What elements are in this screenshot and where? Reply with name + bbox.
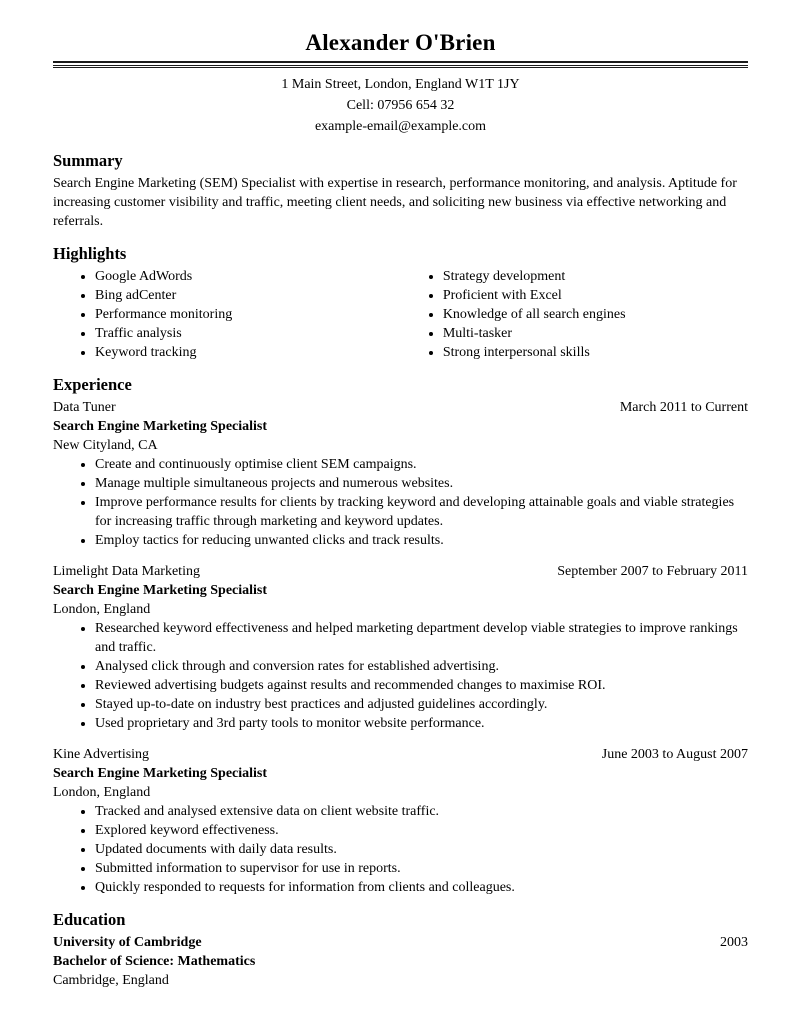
experience-section <box>53 375 748 897</box>
experience-heading: Experience <box>53 375 132 394</box>
job-header-line <box>53 562 748 581</box>
highlight-item: • Multi-tasker <box>443 324 748 343</box>
highlight-item: • Strategy development <box>443 267 748 286</box>
job-location: London, England <box>53 785 151 800</box>
job-title: Search Engine Marketing Specialist <box>53 419 268 434</box>
job-bullet: • Researched keyword effectiveness and helped marketing department develop viable strategies to improve rankings and traffic. <box>95 619 748 657</box>
contact-cell: Cell: 07956 654 32 <box>346 98 455 113</box>
job-bullet: • Stayed up-to-date on industry best practices and adjusted guidelines accordingly. <box>95 695 748 714</box>
highlight-item: • Bing adCenter <box>95 286 425 305</box>
job-entry <box>53 398 748 550</box>
education-institution: University of Cambridge <box>53 935 202 950</box>
education-section <box>53 910 748 990</box>
summary-text: Search Engine Marketing (SEM) Specialist with expertise in research, performance monitoring, and analysis. Aptitude for increasing customer visibility and traffic, meeting client needs, and soliciting new business via effective networking and referrals. <box>53 176 737 229</box>
job-bullet: • Explored keyword effectiveness. <box>95 821 748 840</box>
job-bullet: • Updated documents with daily data results. <box>95 840 748 859</box>
education-year: 2003 <box>720 935 748 950</box>
highlight-item: • Traffic analysis <box>95 324 425 343</box>
job-location: London, England <box>53 602 151 617</box>
job-dates: September 2007 to February 2011 <box>557 564 748 579</box>
highlight-item: • Keyword tracking <box>95 343 425 362</box>
education-heading: Education <box>53 910 126 929</box>
highlights-section <box>53 244 748 362</box>
job-entry <box>53 745 748 897</box>
job-bullet: • Quickly responded to requests for information from clients and colleagues. <box>95 878 748 897</box>
job-title: Search Engine Marketing Specialist <box>53 583 268 598</box>
job-bullet: • Create and continuously optimise client SEM campaigns. <box>95 455 748 474</box>
summary-heading: Summary <box>53 151 123 170</box>
summary-section <box>53 151 748 231</box>
highlights-heading: Highlights <box>53 244 127 263</box>
job-bullet: • Employ tactics for reducing unwanted clicks and track results. <box>95 531 748 550</box>
job-dates: March 2011 to Current <box>619 400 748 415</box>
highlights-columns <box>53 267 748 362</box>
job-bullet: • Used proprietary and 3rd party tools to monitor website performance. <box>95 714 748 733</box>
job-bullet-list <box>53 802 748 897</box>
highlight-item: • Performance monitoring <box>95 305 425 324</box>
job-bullet-list <box>53 619 748 733</box>
job-dates: June 2003 to August 2007 <box>601 747 748 762</box>
job-bullet: • Reviewed advertising budgets against results and recommended changes to maximise ROI. <box>95 676 748 695</box>
highlight-item: • Google AdWords <box>95 267 425 286</box>
job-company: Kine Advertising <box>53 747 150 762</box>
header-divider <box>53 61 748 68</box>
job-bullet: • Submitted information to supervisor for use in reports. <box>95 859 748 878</box>
job-bullet: • Analysed click through and conversion rates for established advertising. <box>95 657 748 676</box>
education-degree: Bachelor of Science: Mathematics <box>53 954 256 969</box>
contact-block <box>53 74 748 137</box>
job-title: Search Engine Marketing Specialist <box>53 766 268 781</box>
job-header-line <box>53 745 748 764</box>
job-bullet: • Tracked and analysed extensive data on client website traffic. <box>95 802 748 821</box>
job-bullet-list <box>53 455 748 550</box>
job-bullet: • Manage multiple simultaneous projects and numerous websites. <box>95 474 748 493</box>
job-company: Limelight Data Marketing <box>53 564 200 579</box>
highlights-column-left <box>53 267 425 362</box>
job-header-line <box>53 398 748 417</box>
job-location: New Cityland, CA <box>53 438 158 453</box>
education-location: Cambridge, England <box>53 973 169 988</box>
highlight-item: • Knowledge of all search engines <box>443 305 748 324</box>
contact-email: example-email@example.com <box>314 119 487 134</box>
highlight-item: • Strong interpersonal skills <box>443 343 748 362</box>
education-header-line <box>53 933 748 952</box>
highlights-column-right <box>425 267 748 362</box>
contact-address: 1 Main Street, London, England W1T 1JY <box>281 77 520 92</box>
candidate-name: Alexander O'Brien <box>305 30 496 55</box>
job-entry <box>53 562 748 733</box>
job-bullet: • Improve performance results for clients by tracking keyword and developing attainable goals and viable strategies for increasing traffic through marketing and keyword updates. <box>95 493 748 531</box>
highlight-item: • Proficient with Excel <box>443 286 748 305</box>
job-company: Data Tuner <box>53 400 116 415</box>
